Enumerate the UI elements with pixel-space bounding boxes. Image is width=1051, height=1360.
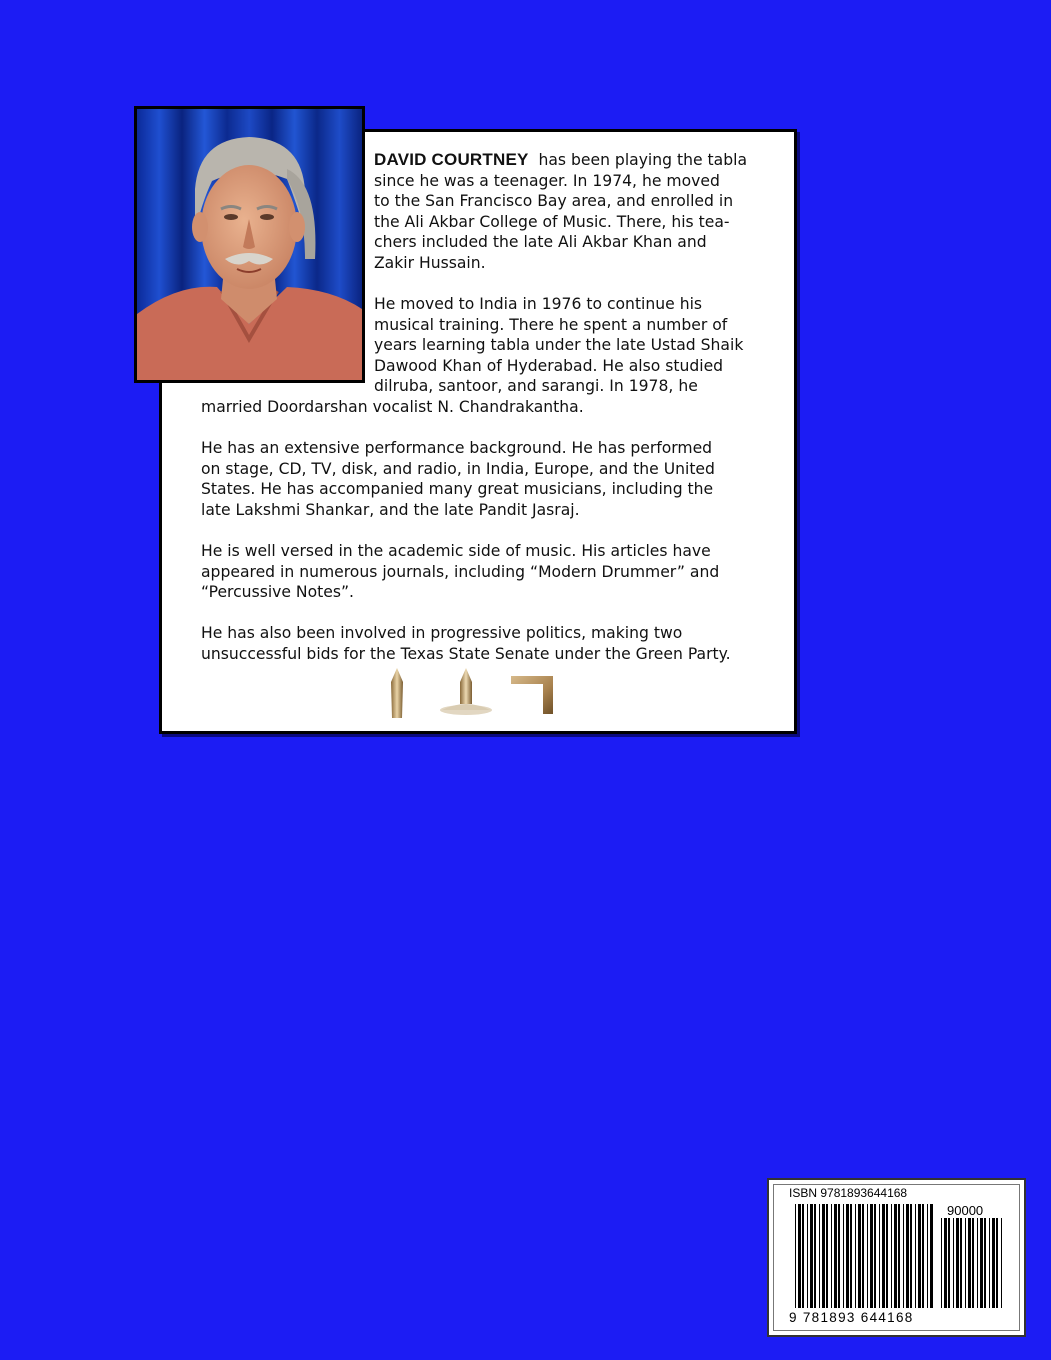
barcode-bar <box>814 1204 816 1308</box>
barcode-bar <box>968 1218 971 1308</box>
bio-line: appeared in numerous journals, including “Modern Drummer” and <box>201 562 720 581</box>
barcode-bar <box>1001 1218 1002 1308</box>
barcode-bar <box>879 1204 880 1308</box>
bio-paragraph-4 <box>201 541 781 603</box>
bio-line: “Percussive Notes”. <box>201 583 354 602</box>
barcode-bar <box>822 1204 825 1308</box>
bio-line: the Ali Akbar College of Music. There, his tea- <box>374 212 730 231</box>
barcode-bar <box>819 1204 820 1308</box>
bio-line: unsuccessful bids for the Texas State Senate under the Green Party. <box>201 644 731 663</box>
barcode-bar <box>915 1204 916 1308</box>
barcode-bar <box>996 1218 998 1308</box>
barcode-bar <box>941 1218 942 1308</box>
price-code: 90000 <box>947 1203 984 1218</box>
barcode-bar <box>831 1204 832 1308</box>
bio-paragraph-2 <box>374 294 779 397</box>
barcode-bar <box>891 1204 892 1308</box>
bio-line: chers included the late Ali Akbar Khan and <box>374 233 707 252</box>
barcode-bar <box>906 1204 909 1308</box>
barcode-bar <box>984 1218 986 1308</box>
barcode-bar <box>798 1204 801 1308</box>
isbn-barcode <box>767 1178 1026 1337</box>
bio-line: States. He has accompanied many great musicians, including the <box>201 480 714 499</box>
barcode-bar <box>826 1204 828 1308</box>
barcode-bar <box>953 1218 954 1308</box>
bio-line: Zakir Hussain. <box>374 253 486 272</box>
barcode-bar <box>965 1218 966 1308</box>
bio-line: years learning tabla under the late Ustad Shaik <box>374 336 744 355</box>
barcode-bar <box>927 1204 928 1308</box>
bio-line: married Doordarshan vocalist N. Chandrakantha. <box>201 398 584 416</box>
barcode-bar <box>918 1204 921 1308</box>
barcode-bar <box>944 1218 947 1308</box>
author-name: DAVID COURTNEY <box>374 150 529 169</box>
barcode-bar <box>922 1204 924 1308</box>
bio-line: musical training. There he spent a number of <box>374 315 728 334</box>
barcode-bars <box>795 1204 935 1308</box>
barcode-bar <box>930 1204 933 1308</box>
isbn-label: ISBN 9781893644168 <box>789 1186 908 1200</box>
barcode-bar <box>858 1204 861 1308</box>
ornament-tapered-rod-icon <box>386 668 408 720</box>
bio-paragraph-1 <box>374 150 779 274</box>
barcode-bar <box>972 1218 974 1308</box>
bio-line: to the San Francisco Bay area, and enrolled in <box>374 192 734 211</box>
barcode-bar <box>989 1218 990 1308</box>
ornament-elbow-icon <box>511 668 555 716</box>
price-barcode-bars <box>941 1218 1005 1308</box>
bio-line: late Lakshmi Shankar, and the late Pandit Jasraj. <box>201 500 580 519</box>
barcode-bar <box>810 1204 813 1308</box>
bio-line: on stage, CD, TV, disk, and radio, in India, Europe, and the United <box>201 459 715 478</box>
barcode-bar <box>960 1218 962 1308</box>
barcode-bar <box>992 1218 995 1308</box>
barcode-bar <box>886 1204 888 1308</box>
barcode-bar <box>882 1204 885 1308</box>
barcode-bar <box>956 1218 959 1308</box>
bio-paragraph-3 <box>201 438 781 520</box>
bio-line: He moved to India in 1976 to continue his <box>374 295 703 313</box>
barcode-bar <box>834 1204 837 1308</box>
barcode-bar <box>838 1204 840 1308</box>
bio-paragraph-5 <box>201 623 781 664</box>
barcode-bar <box>898 1204 900 1308</box>
bio-line: He has an extensive performance background. He has performed <box>201 439 713 457</box>
barcode-bar <box>862 1204 864 1308</box>
barcode-bar <box>850 1204 852 1308</box>
barcode-bar <box>874 1204 876 1308</box>
barcode-bar <box>948 1218 950 1308</box>
bio-line: Dawood Khan of Hyderabad. He also studied <box>374 356 724 375</box>
author-photo <box>134 106 365 383</box>
barcode-bar <box>980 1218 983 1308</box>
barcode-bar <box>894 1204 897 1308</box>
barcode-bar <box>977 1218 978 1308</box>
barcode-bar <box>855 1204 856 1308</box>
bio-line: dilruba, santoor, and sarangi. In 1978, he <box>374 377 698 396</box>
barcode-bar <box>843 1204 844 1308</box>
bio-line: has been playing the tabla <box>538 151 748 169</box>
barcode-bar <box>846 1204 849 1308</box>
barcode-bar <box>910 1204 912 1308</box>
barcode-bar <box>802 1204 804 1308</box>
barcode-bar <box>867 1204 868 1308</box>
bio-paragraph-2-end <box>201 397 781 418</box>
barcode-bar <box>807 1204 808 1308</box>
barcode-digits: 9 781893 644168 <box>789 1310 914 1325</box>
barcode-bar <box>795 1204 796 1308</box>
barcode-bar <box>870 1204 873 1308</box>
bio-line: He is well versed in the academic side of music. His articles have <box>201 542 711 560</box>
bio-line: He has also been involved in progressive politics, making two <box>201 624 683 642</box>
ornament-cone-icon <box>438 668 494 716</box>
bio-line: since he was a teenager. In 1974, he moved <box>374 171 720 190</box>
barcode-bar <box>903 1204 904 1308</box>
